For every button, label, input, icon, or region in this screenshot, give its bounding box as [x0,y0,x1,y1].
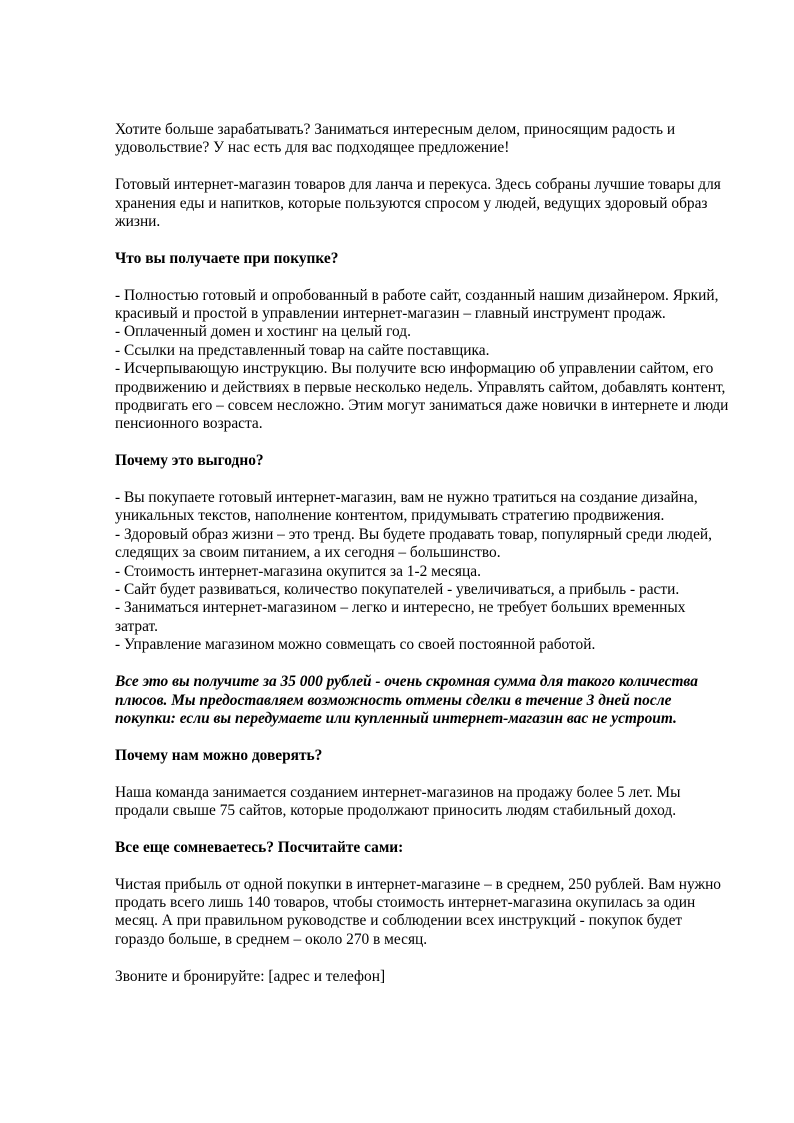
list-item: - Сайт будет развиваться, количество покупателей - увеличиваться, а прибыль - расти. [115,581,680,599]
offer-paragraph: Все это вы получите за 35 000 рублей - очень скромная сумма для такого количества плюсов. Мы предоставляем возможность отмены сделки в течение 3 дней после покупки: если вы передумаете или купленный интернет-магазин вас не устроит. [115,673,698,727]
list-item: - Заниматься интернет-магазином – легко и интересно, не требует больших временных затрат. [115,599,686,635]
heading-why-trust: Почему нам можно доверять? [115,746,323,764]
why-profitable-list [115,489,730,655]
list-item: - Вы покупаете готовый интернет-магазин, вам не нужно тратиться на создание дизайна, уникальных текстов, наполнение контентом, придумывать стратегию продвижения. [115,489,698,525]
heading-why-profitable: Почему это выгодно? [115,452,264,470]
heading-what-you-get: Что вы получаете при покупке? [115,249,339,267]
heading-calculate: Все еще сомневаетесь? Посчитайте сами: [115,838,404,856]
list-item: - Исчерпывающую инструкцию. Вы получите всю информацию об управлении сайтом, его продвижению и действиях в первые несколько недель. Управлять сайтом, добавлять контент, продвигать его – совсем несложно. Этим могут заниматься даже новички в интернете и люди пенсионного возраста. [115,360,729,433]
trust-paragraph: Наша команда занимается созданием интернет-магазинов на продажу более 5 лет. Мы продали свыше 75 сайтов, которые продолжают приносить людям стабильный доход. [115,783,681,819]
document-page [115,121,730,1004]
intro-paragraph: Хотите больше зарабатывать? Заниматься интересным делом, приносящим радость и удовольствие? У нас есть для вас подходящее предложение! [115,121,676,157]
closing-paragraph: Звоните и бронируйте: [адрес и телефон] [115,967,386,985]
calculate-paragraph: Чистая прибыль от одной покупки в интернет-магазине – в среднем, 250 рублей. Вам нужно продать всего лишь 140 товаров, чтобы стоимость интернет-магазина окупилась за один месяц. А при правильном руководстве и соблюдении всех инструкций - покупок будет гораздо больше, в среднем – около 270 в месяц. [115,875,722,948]
list-item: - Полностью готовый и опробованный в работе сайт, созданный нашим дизайнером. Яркий, красивый и простой в управлении интернет-магазин – главный инструмент продаж. [115,286,719,323]
what-you-get-list [115,287,730,434]
intro-description: Готовый интернет-магазин товаров для ланча и перекуса. Здесь собраны лучшие товары для хранения еды и напитков, которые пользуются спросом у людей, ведущих здоровый образ жизни. [115,176,721,231]
list-item: - Ссылки на представленный товар на сайте поставщика. [115,341,490,359]
list-item: - Управление магазином можно совмещать со своей постоянной работой. [115,636,596,654]
list-item: - Здоровый образ жизни – это тренд. Вы будете продавать товар, популярный среди людей, следящих за своим питанием, а их сегодня – большинство. [115,525,713,562]
list-item: - Стоимость интернет-магазина окупится за 1-2 месяца. [115,562,481,580]
list-item: - Оплаченный домен и хостинг на целый год. [115,323,411,341]
